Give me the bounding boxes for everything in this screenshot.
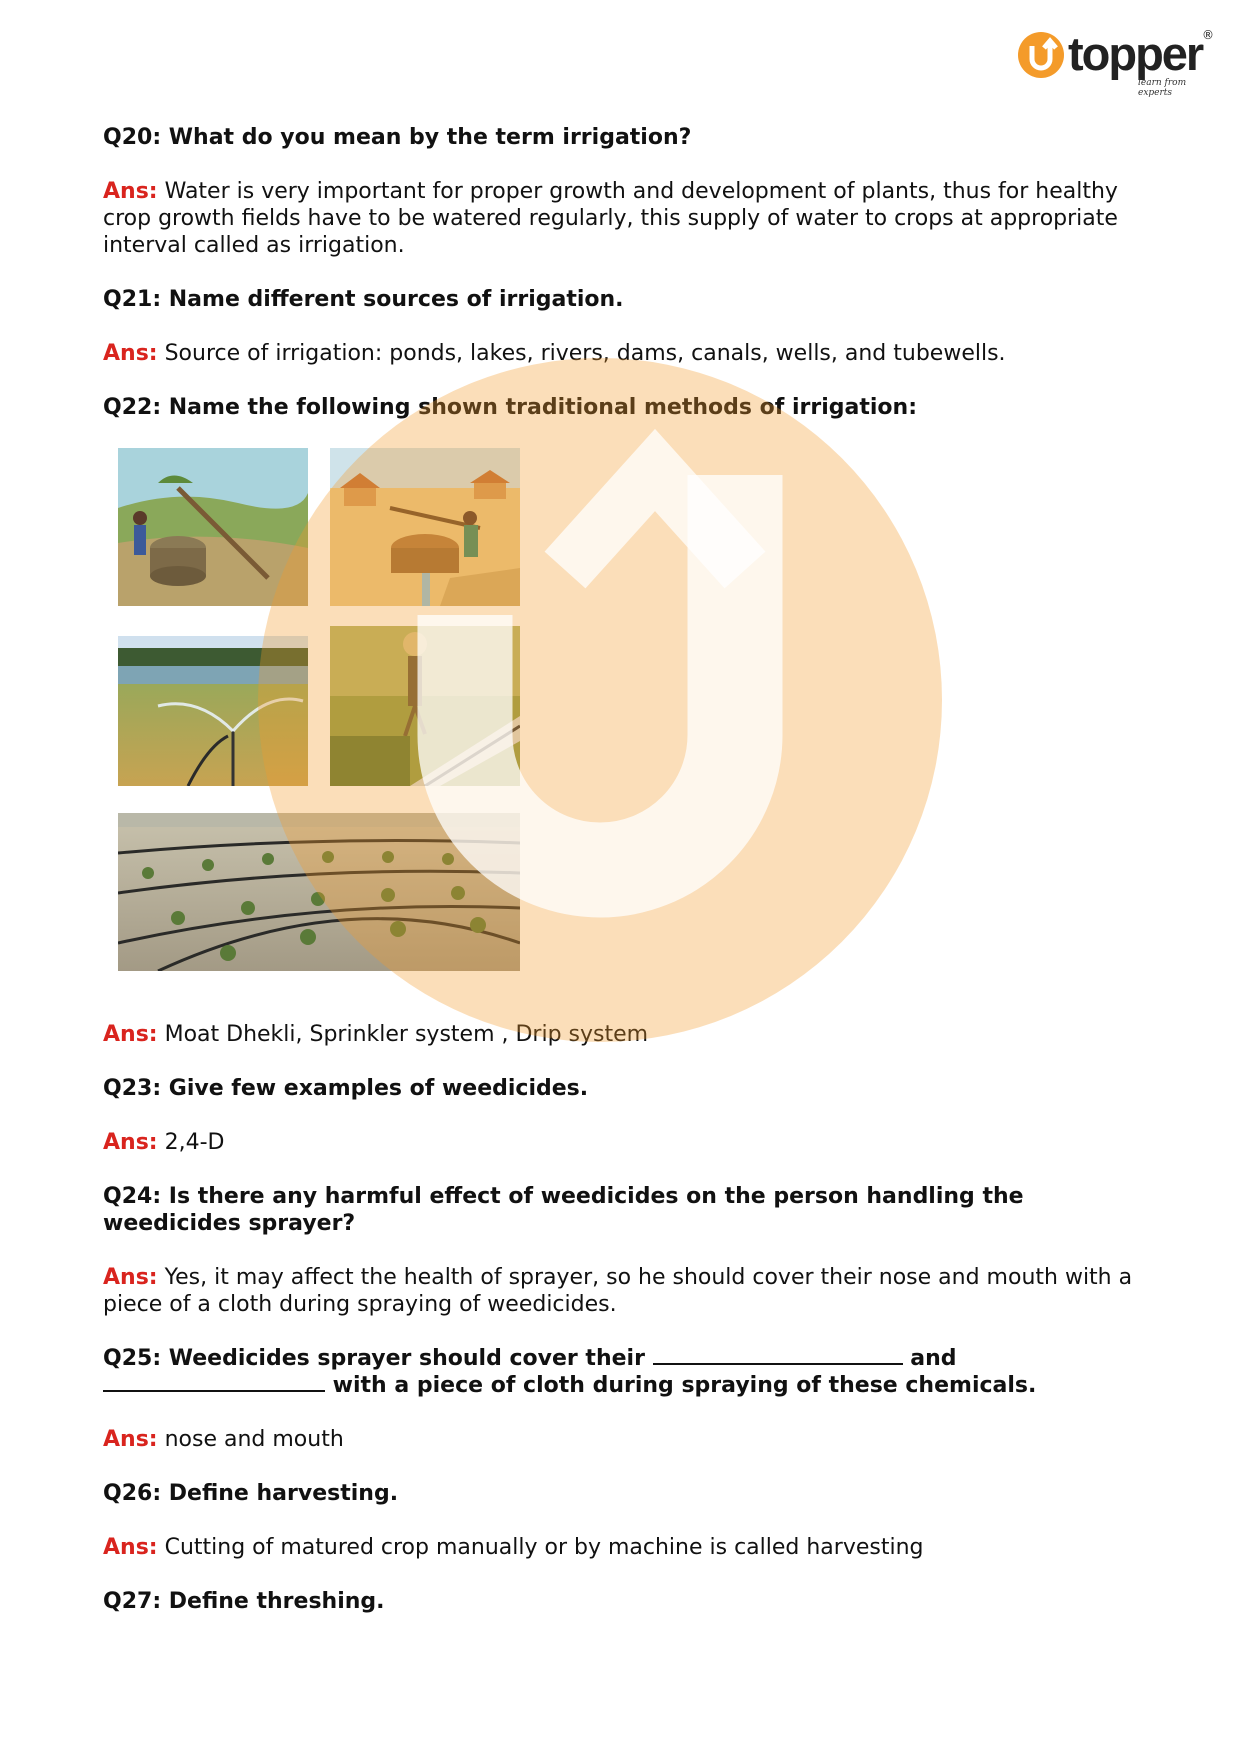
question-text: and xyxy=(910,1346,957,1371)
qa-content xyxy=(103,124,1143,1642)
answer-q20 xyxy=(103,178,1143,259)
question-q26: Q26: Define harvesting. xyxy=(103,1481,399,1506)
answer-label: Ans: xyxy=(103,1022,158,1047)
answer-text: Yes, it may affect the health of sprayer, so he should cover their nose and mouth with a piece of a cloth during spraying of weedicides. xyxy=(103,1265,1133,1317)
question-q27: Q27: Define threshing. xyxy=(103,1589,385,1614)
fill-in-blank xyxy=(653,1345,903,1365)
dhekli-irrigation-image xyxy=(330,448,520,606)
moat-irrigation-image xyxy=(118,448,308,606)
irrigation-methods-gallery xyxy=(118,448,538,988)
answer-label: Ans: xyxy=(103,1535,158,1560)
answer-text: Cutting of matured crop manually or by machine is called harvesting xyxy=(164,1535,924,1560)
topper-logo-icon xyxy=(1018,32,1064,78)
question-text: with a piece of cloth during spraying of these chemicals. xyxy=(332,1373,1037,1398)
sprinkler-irrigation-image xyxy=(118,636,308,786)
topper-logo xyxy=(1018,27,1218,98)
answer-label: Ans: xyxy=(103,1265,158,1290)
answer-q25 xyxy=(103,1426,1143,1453)
answer-q26 xyxy=(103,1534,1143,1561)
chain-pump-irrigation-image xyxy=(330,626,520,786)
answer-text: Source of irrigation: ponds, lakes, rivers, dams, canals, wells, and tubewells. xyxy=(164,341,1006,366)
answer-text: Water is very important for proper growth and development of plants, thus for healthy crop growth fields have to be watered regularly, this supply of water to crops at appropriate interval called as irrigation. xyxy=(103,179,1118,258)
answer-q24 xyxy=(103,1264,1143,1318)
answer-text: nose and mouth xyxy=(164,1427,344,1452)
answer-text: 2,4-D xyxy=(164,1130,225,1155)
question-q24: Q24: Is there any harmful effect of weedicides on the person handling the weedicides sprayer? xyxy=(103,1184,1024,1236)
question-q23: Q23: Give few examples of weedicides. xyxy=(103,1076,589,1101)
drip-irrigation-image xyxy=(118,813,520,971)
answer-label: Ans: xyxy=(103,179,158,204)
question-q20: Q20: What do you mean by the term irrigation? xyxy=(103,125,692,150)
fill-in-blank xyxy=(103,1372,325,1392)
logo-registered-mark: ® xyxy=(1202,28,1214,42)
question-text: Q25: Weedicides sprayer should cover their xyxy=(103,1346,645,1371)
answer-label: Ans: xyxy=(103,341,158,366)
answer-label: Ans: xyxy=(103,1427,158,1452)
logo-tagline: learn from experts xyxy=(1138,78,1187,98)
answer-q21 xyxy=(103,340,1143,367)
question-q22: Q22: Name the following shown traditional methods of irrigation: xyxy=(103,395,917,420)
answer-label: Ans: xyxy=(103,1130,158,1155)
question-q25 xyxy=(103,1345,1143,1399)
question-q21: Q21: Name different sources of irrigation. xyxy=(103,287,624,312)
answer-q22 xyxy=(103,1021,1143,1048)
answer-text: Moat Dhekli, Sprinkler system , Drip system xyxy=(164,1022,649,1047)
logo-wordmark: topper xyxy=(1068,27,1203,80)
answer-q23 xyxy=(103,1129,1143,1156)
